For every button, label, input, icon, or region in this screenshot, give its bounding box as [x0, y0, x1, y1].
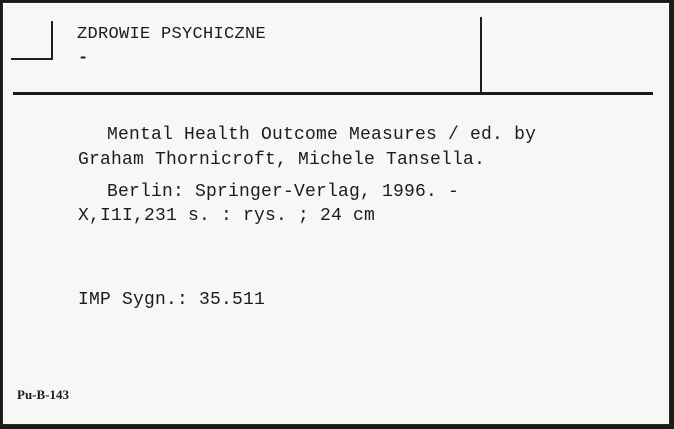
heading-divider-horizontal — [13, 92, 653, 95]
title-line-1: Mental Health Outcome Measures / ed. by — [107, 125, 537, 145]
publication-line-1: Berlin: Springer-Verlag, 1996. - — [107, 182, 460, 202]
corner-mark-horizontal — [11, 58, 53, 60]
subject-heading: ZDROWIE PSYCHICZNE — [77, 25, 267, 44]
footer-code: Pu-B-143 — [17, 387, 69, 402]
title-line-2: Graham Thornicroft, Michele Tansella. — [78, 150, 486, 170]
catalog-card — [2, 2, 670, 425]
subject-subheading: - — [78, 49, 89, 68]
publication-line-2: X,I1I,231 s. : rys. ; 24 cm — [78, 206, 376, 226]
call-number: IMP Sygn.: 35.511 — [78, 290, 266, 310]
heading-divider-vertical — [480, 17, 482, 93]
corner-mark-vertical — [51, 21, 53, 59]
